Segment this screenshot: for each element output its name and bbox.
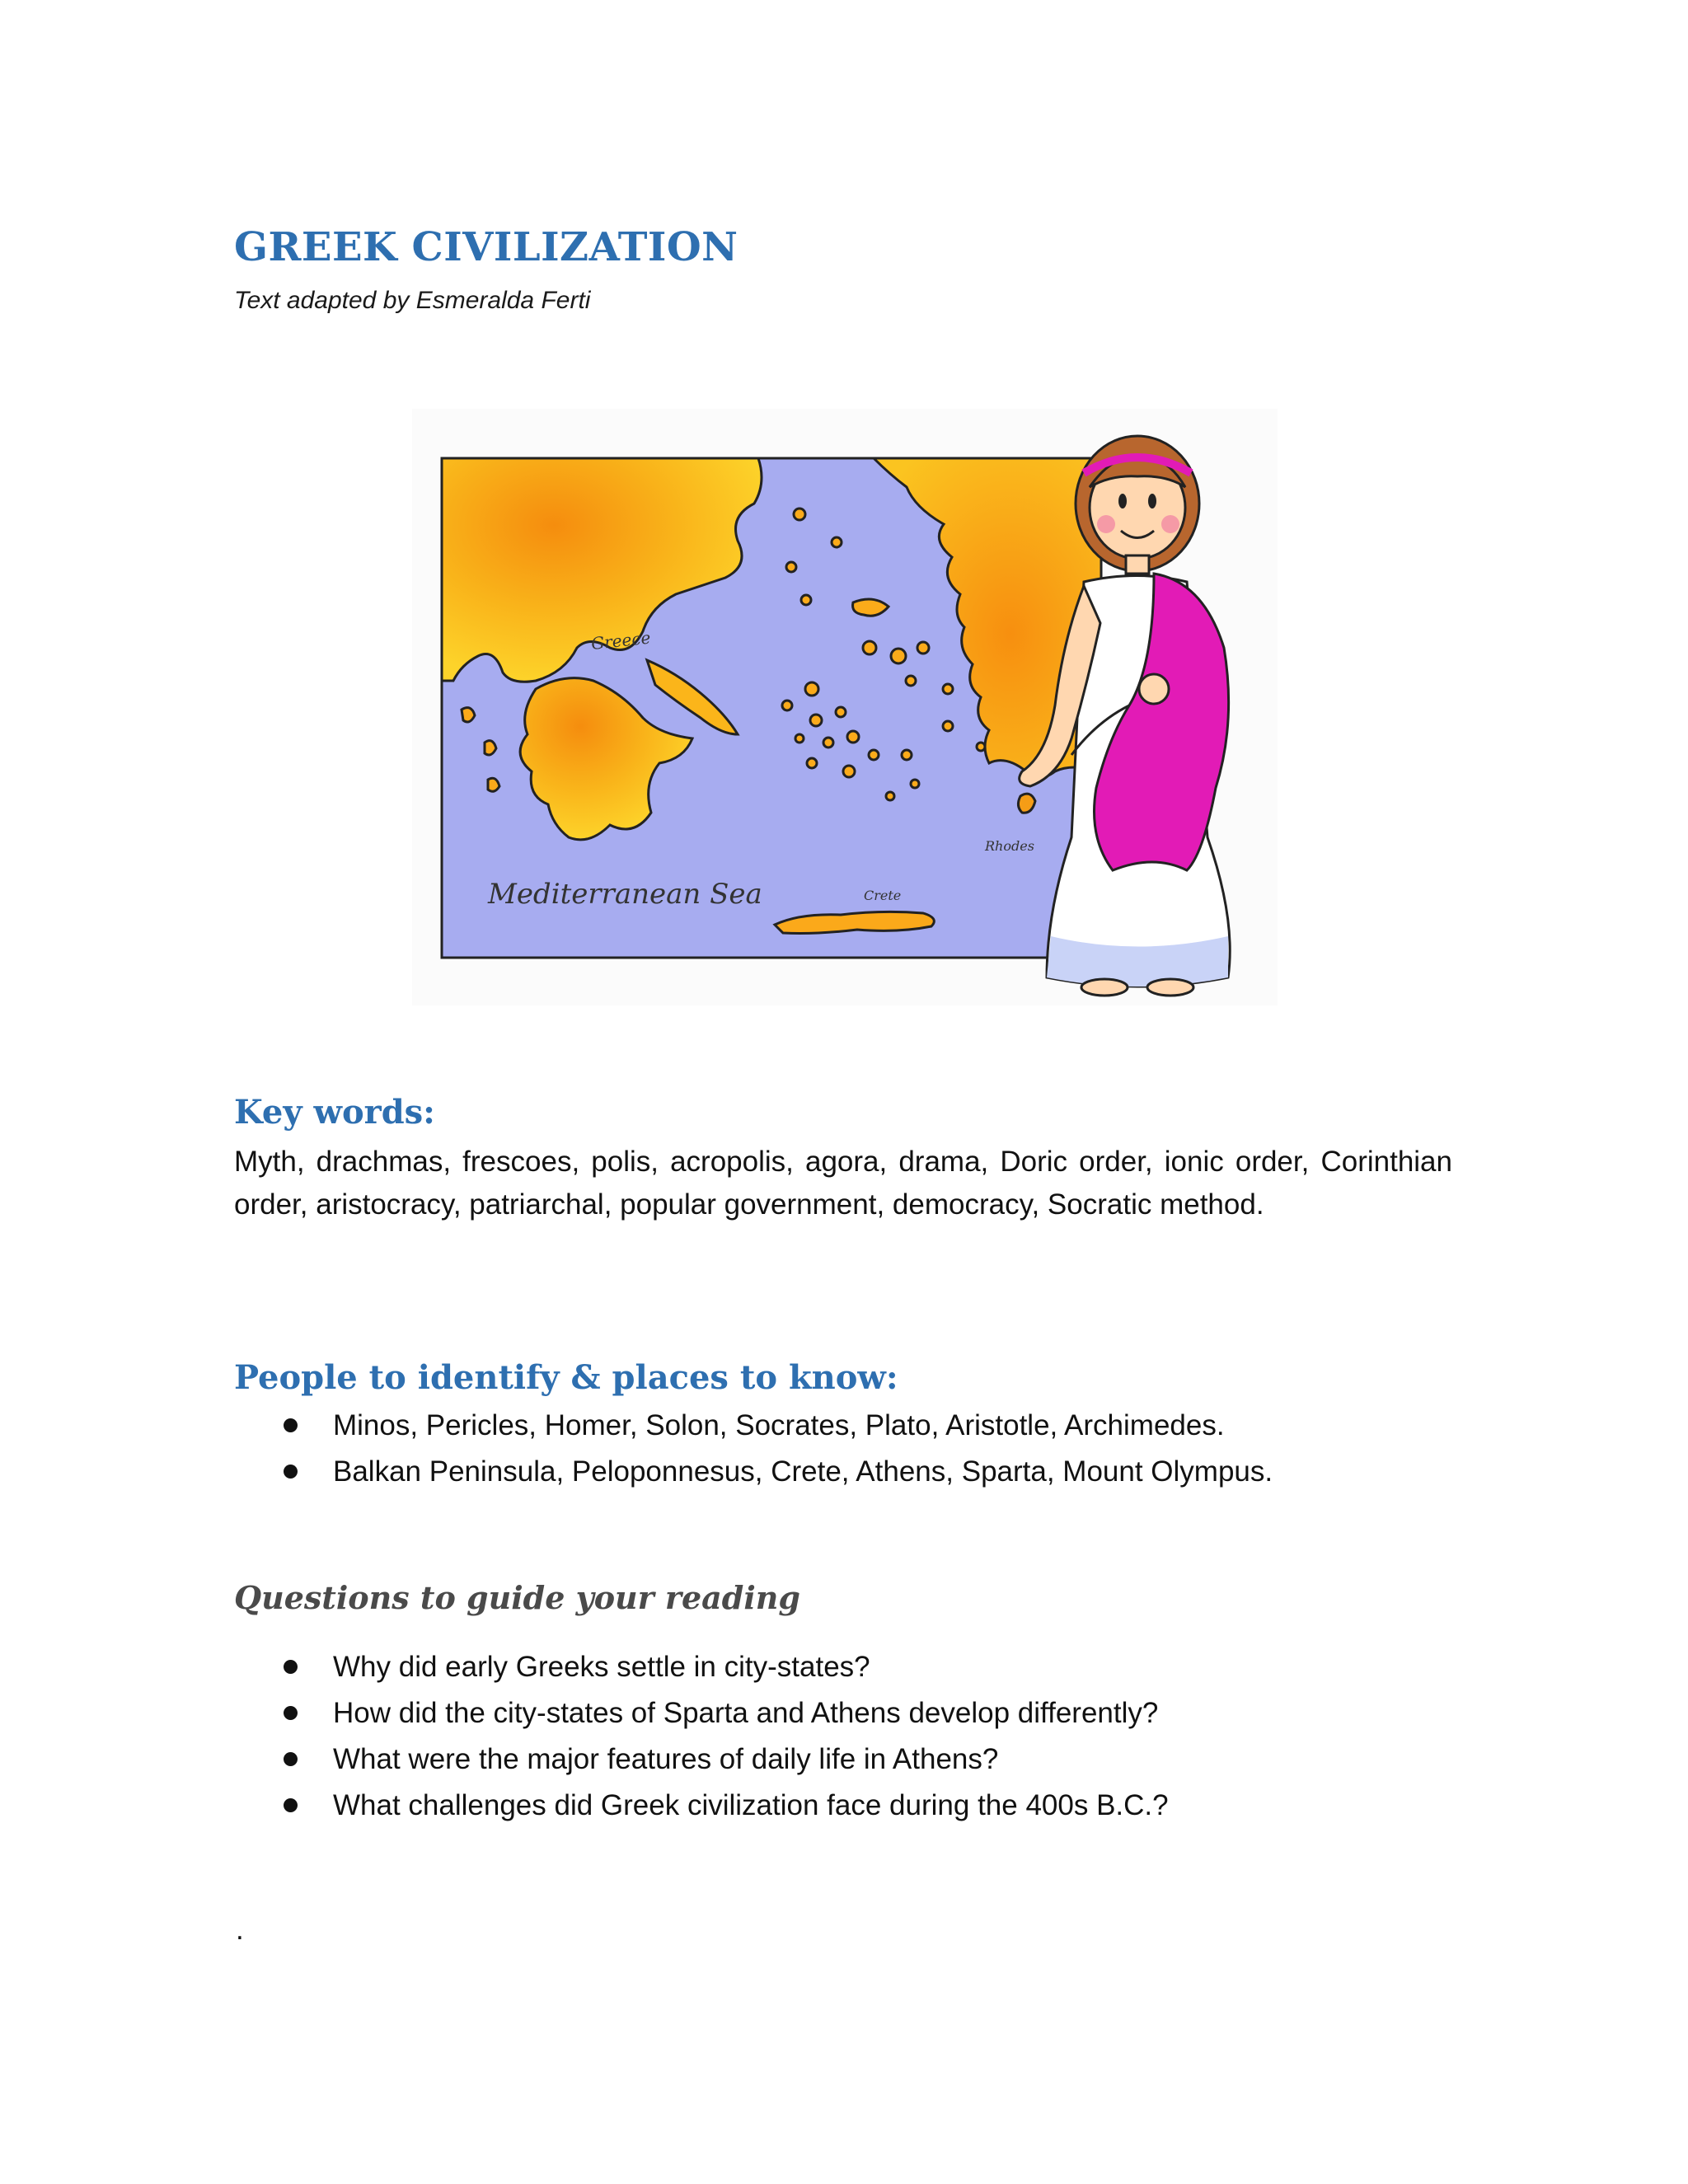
list-item xyxy=(234,1449,1470,1495)
map-label-sea: Mediterranean Sea xyxy=(488,878,762,911)
key-words-heading: Key words: xyxy=(234,1093,435,1132)
list-item xyxy=(234,1690,1470,1736)
greece-map-illustration xyxy=(412,409,1278,1005)
list-item xyxy=(234,1644,1470,1690)
list-item xyxy=(234,1736,1470,1783)
list-item-text: How did the city-states of Sparta and Athens develop differently? xyxy=(333,1697,1159,1729)
bullet-dot xyxy=(284,1418,298,1432)
ionian-island xyxy=(488,778,499,791)
questions-list xyxy=(234,1644,1470,1829)
map-label-crete: Crete xyxy=(864,888,902,903)
map-label-greece: Greece xyxy=(590,627,652,654)
bullet-dot xyxy=(284,1752,298,1766)
bullet-dot xyxy=(284,1706,298,1720)
list-item-text: What challenges did Greek civilization face during the 400s B.C.? xyxy=(333,1789,1169,1821)
ionian-island xyxy=(485,741,496,755)
people-places-heading: People to identify & places to know: xyxy=(234,1358,898,1397)
questions-heading: Questions to guide your reading xyxy=(234,1579,800,1616)
trailing-mark: . xyxy=(236,1914,244,1946)
bullet-dot xyxy=(284,1465,298,1479)
list-item-text: Why did early Greeks settle in city-states? xyxy=(333,1651,870,1683)
document-subtitle: Text adapted by Esmeralda Ferti xyxy=(234,287,591,314)
bullet-dot xyxy=(284,1660,298,1674)
list-item-text: Balkan Peninsula, Peloponnesus, Crete, Athens, Sparta, Mount Olympus. xyxy=(333,1455,1273,1488)
people-places-list xyxy=(234,1403,1470,1495)
bullet-dot xyxy=(284,1798,298,1812)
map-label-rhodes: Rhodes xyxy=(985,838,1034,854)
ionian-island xyxy=(462,708,475,722)
list-item xyxy=(234,1403,1470,1449)
list-item-text: What were the major features of daily life in Athens? xyxy=(333,1743,999,1775)
list-item xyxy=(234,1783,1470,1829)
document-title: GREEK CIVILIZATION xyxy=(234,224,738,270)
list-item-text: Minos, Pericles, Homer, Solon, Socrates, Plato, Aristotle, Archimedes. xyxy=(333,1409,1225,1441)
key-words-text: Myth, drachmas, frescoes, polis, acropolis, agora, drama, Doric order, ionic order, Corinthian order, aristocracy, patriarchal, popular government, democracy, Socratic method. xyxy=(234,1146,1452,1221)
